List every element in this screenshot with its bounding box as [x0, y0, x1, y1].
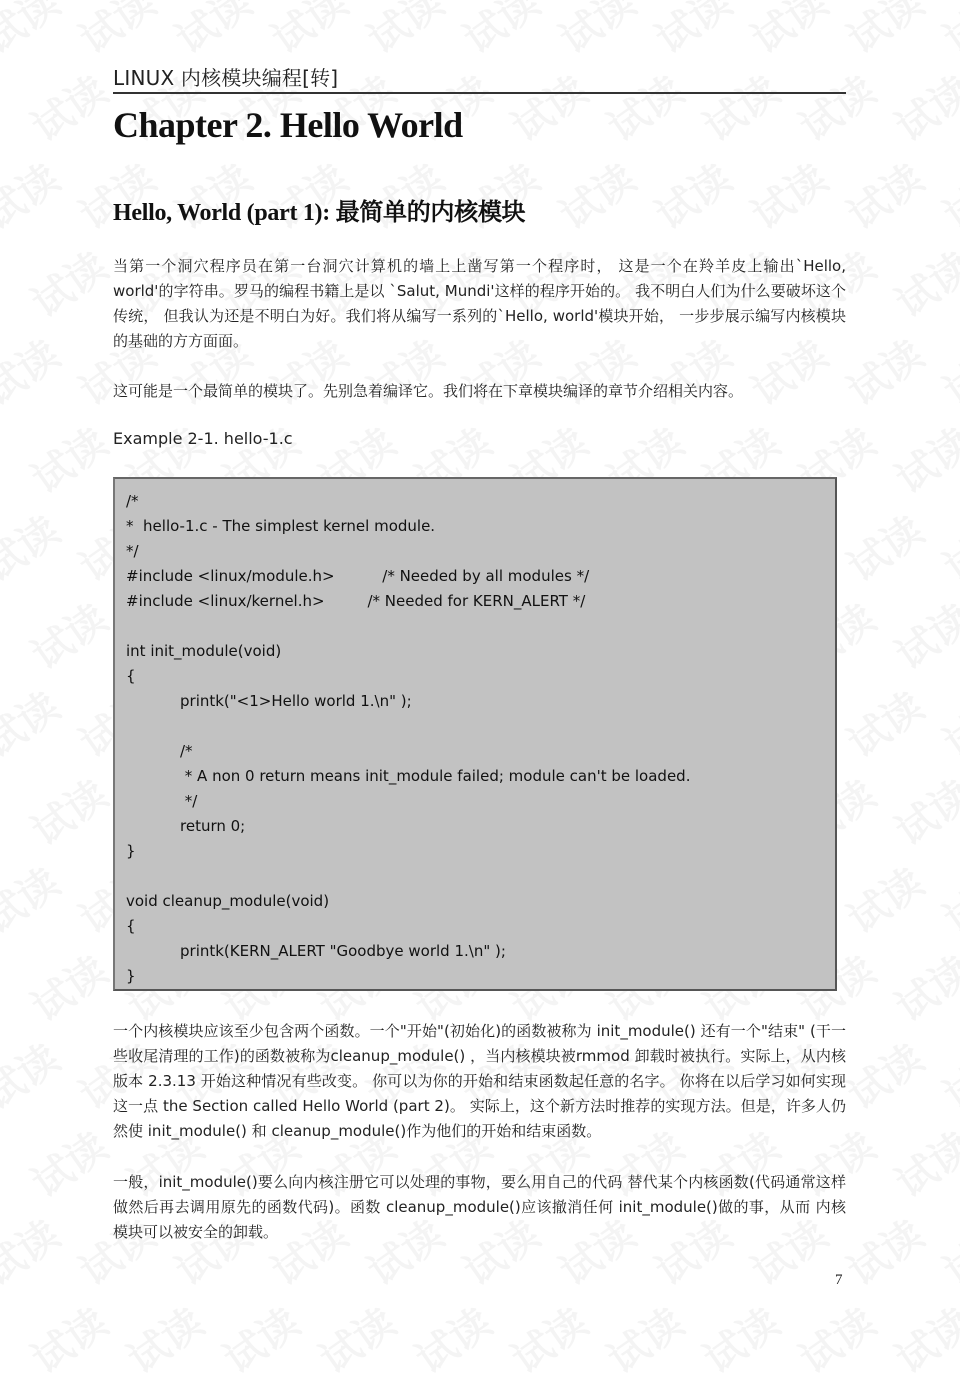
functions-paragraph: 一个内核模块应该至少包含两个函数。一个"开始"(初始化)的函数被称为 init_module() 还有一个"结束" (干一些收尾清理的工作)的函数被称为cleanup_module() ，当内核模块被rmmod 卸载时被执行。实际上，从内核版本 2.3.13 开始这种情况有些改变。 你可以为你的开始和结束函数起任意的名字。 你将在以后学习如何实现这一点 the Section called Hello World (part 2)。 实际上，这个新方法时推荐的实现方法。但是，许多人仍然使 init_module() 和 cleanup_module()作为他们的开始和结束函数。 — [113, 1022, 846, 1140]
watermark-text — [835, 852, 933, 945]
watermark-text — [787, 1292, 885, 1385]
code-listing — [113, 477, 837, 991]
watermark-text — [883, 1116, 960, 1209]
init-cleanup-paragraph: 一般，init_module()要么向内核注册它可以处理的事物，要么用自己的代码 替代某个内核函数(代码通常这样做然后再去调用原先的函数代码)。函数 cleanup_module()应该撤消任何 init_module()做的事，从而 内核模块可以被安全的卸载。 — [113, 1173, 846, 1241]
watermark-text — [19, 1292, 117, 1385]
watermark-text — [835, 148, 933, 241]
example-caption: Example 2-1. hello-1.c — [113, 429, 293, 448]
code-line: } — [126, 967, 136, 985]
code-line: } — [126, 842, 136, 860]
code-line: return 0; — [180, 817, 246, 835]
watermark-text — [547, 148, 645, 241]
module-note-paragraph: 这可能是一个最简单的模块了。先别急着编译它。我们将在下章模块编译的章节介绍相关内容。 — [113, 382, 744, 400]
watermark-text — [643, 148, 741, 241]
code-line: int init_module(void) — [126, 642, 282, 660]
watermark-text — [259, 0, 357, 65]
watermark-text — [19, 1116, 117, 1209]
watermark-text — [835, 324, 933, 417]
code-line: */ — [126, 542, 139, 560]
watermark-text — [931, 500, 960, 593]
watermark-text — [835, 500, 933, 593]
watermark-text — [499, 1292, 597, 1385]
watermark-text — [835, 1028, 933, 1121]
watermark-text — [19, 940, 117, 1033]
watermark-text — [643, 0, 741, 65]
watermark-text — [835, 1204, 933, 1297]
watermark-text — [0, 148, 69, 241]
watermark-text — [0, 500, 69, 593]
intro-paragraph: 当第一个洞穴程序员在第一台洞穴计算机的墙上上凿写第一个程序时， 这是一个在羚羊皮上输出`Hello, world'的字符串。罗马的编程书籍上是以 `Salut, Mundi'这样的程序开始的。 我不明白人们为什么要破坏这个传统， 但我认为还是不明白为好。我们将从编写一系列的`Hello, world'模块开始， 一步步展示编写内核模块的基础的方方面面。 — [113, 257, 846, 350]
watermark-text — [931, 324, 960, 417]
watermark-text — [883, 940, 960, 1033]
watermark-text — [931, 676, 960, 769]
watermark-text — [931, 1204, 960, 1297]
code-line: #include <linux/module.h> /* Needed by all modules */ — [126, 567, 590, 585]
watermark-text — [883, 60, 960, 153]
watermark-text — [307, 1292, 405, 1385]
watermark-text — [67, 0, 165, 65]
running-header: LINUX 内核模块编程[转] — [113, 62, 846, 94]
code-line: #include <linux/kernel.h> /* Needed for KERN_ALERT */ — [126, 592, 586, 610]
watermark-text — [883, 412, 960, 505]
watermark-text — [931, 1028, 960, 1121]
watermark-text — [835, 676, 933, 769]
code-line: * A non 0 return means init_module failed; module can't be loaded. — [180, 767, 691, 785]
watermark-text — [883, 1292, 960, 1385]
code-line: { — [126, 917, 136, 935]
code-line: printk("<1>Hello world 1.\n" ); — [180, 692, 412, 710]
page-number: 7 — [835, 1272, 843, 1288]
watermark-text — [835, 0, 933, 65]
watermark-text — [883, 588, 960, 681]
code-line: * hello-1.c - The simplest kernel module. — [126, 517, 436, 535]
watermark-text — [0, 0, 69, 65]
watermark-text — [931, 0, 960, 65]
watermark-text — [739, 148, 837, 241]
watermark-text — [883, 764, 960, 857]
watermark-text — [931, 148, 960, 241]
watermark-text — [0, 852, 69, 945]
watermark-text — [115, 1292, 213, 1385]
watermark-text — [931, 852, 960, 945]
watermark-text — [0, 1204, 69, 1297]
code-line: void cleanup_module(void) — [126, 892, 330, 910]
watermark-text — [19, 764, 117, 857]
code-line: /* — [180, 742, 193, 760]
watermark-text — [0, 676, 69, 769]
watermark-text — [0, 1028, 69, 1121]
watermark-text — [451, 0, 549, 65]
watermark-text — [739, 0, 837, 65]
watermark-text — [211, 1292, 309, 1385]
code-line: */ — [180, 792, 198, 810]
watermark-text — [19, 412, 117, 505]
watermark-text — [547, 0, 645, 65]
watermark-text — [19, 236, 117, 329]
watermark-text — [691, 1292, 789, 1385]
watermark-text — [403, 1292, 501, 1385]
watermark-text — [0, 324, 69, 417]
code-line: printk(KERN_ALERT "Goodbye world 1.\n" ); — [180, 942, 506, 960]
watermark-text — [163, 0, 261, 65]
watermark-text — [19, 60, 117, 153]
code-line: /* — [126, 492, 139, 510]
watermark-text — [355, 0, 453, 65]
section-title: Hello, World (part 1): 最简单的内核模块 — [113, 200, 526, 226]
code-line: { — [126, 667, 136, 685]
chapter-title: Chapter 2. Hello World — [113, 105, 463, 145]
watermark-text — [883, 236, 960, 329]
watermark-text — [19, 588, 117, 681]
watermark-text — [595, 1292, 693, 1385]
